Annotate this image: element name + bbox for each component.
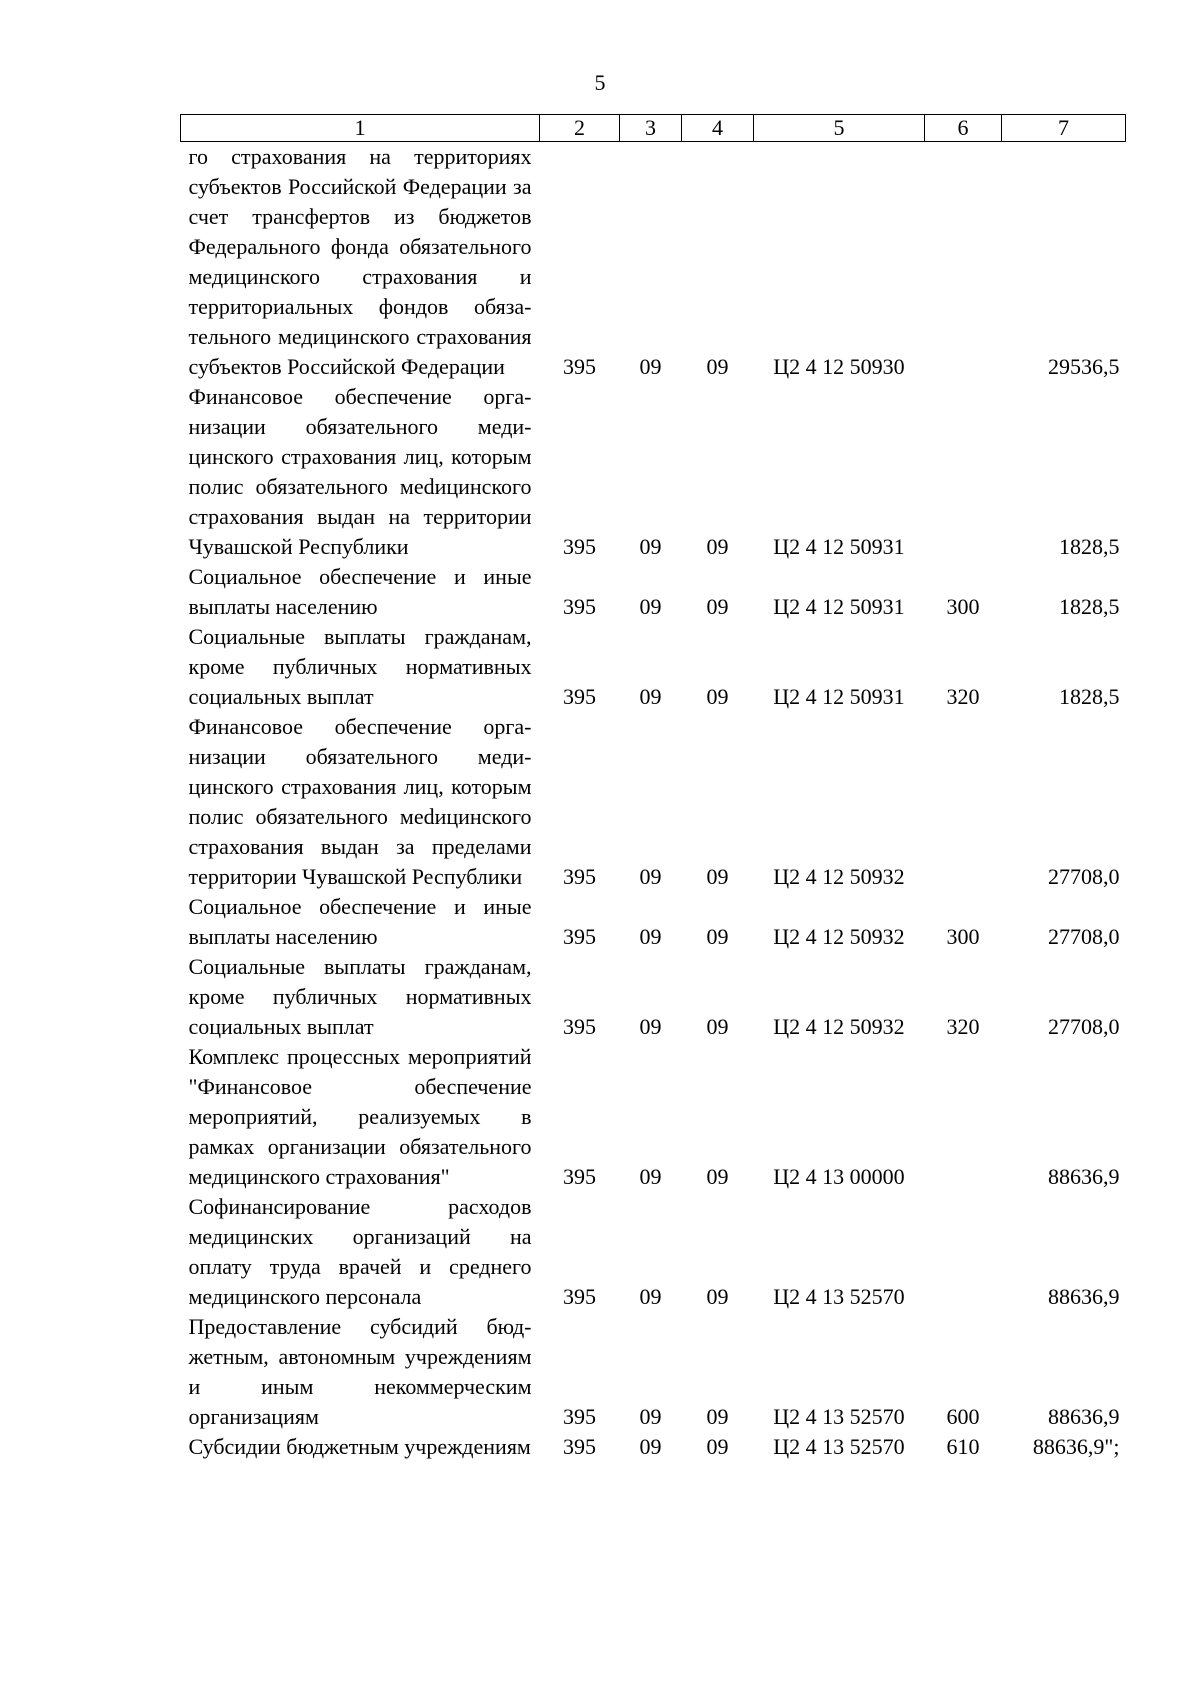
row-ministry: 395 (563, 1164, 596, 1189)
table-row (181, 1192, 1126, 1312)
row-ministry: 395 (563, 1404, 596, 1429)
row-subsection: 09 (706, 354, 729, 379)
row-section: 09 (639, 534, 662, 559)
row-subsection: 09 (706, 1284, 729, 1309)
row-name: Комплекс процессных мероприятий "Финансовое обеспечение мероприятий, реализуемых в рамках организации обязательного медицинского страхования" (188, 1044, 532, 1189)
header-col-4: 4 (682, 115, 754, 142)
row-target: Ц2 4 13 52570 (773, 1284, 905, 1309)
table-row (181, 142, 1126, 383)
budget-table (180, 114, 1126, 1462)
row-amount: 1828,5 (1059, 594, 1120, 619)
header-col-3: 3 (620, 115, 682, 142)
row-amount: 29536,5 (1048, 354, 1120, 379)
row-expense-type: 320 (946, 684, 980, 709)
row-amount: 27708,0 (1048, 1014, 1120, 1039)
header-col-7: 7 (1002, 115, 1126, 142)
header-col-2: 2 (540, 115, 620, 142)
table-row (181, 622, 1126, 712)
table-body (181, 142, 1126, 1463)
row-name: Софинансирование расходов медицинских организаций на оплату труда врачей и среднего медицинского персонала (188, 1194, 532, 1309)
row-expense-type (925, 382, 1002, 562)
table-row (181, 952, 1126, 1042)
row-section: 09 (639, 864, 662, 889)
row-target: Ц2 4 12 50931 (773, 684, 905, 709)
table-row (181, 1432, 1126, 1462)
header-row (181, 115, 1126, 142)
table-row (181, 1042, 1126, 1192)
header-col-6: 6 (925, 115, 1002, 142)
row-section: 09 (639, 594, 662, 619)
row-section: 09 (639, 1434, 662, 1459)
row-section: 09 (639, 684, 662, 709)
row-section: 09 (639, 354, 662, 379)
row-expense-type: 600 (946, 1404, 980, 1429)
row-name: Социальные выплаты гражданам, кроме публичных нормативных социальных выплат (188, 624, 532, 709)
row-amount: 27708,0 (1048, 924, 1120, 949)
row-target: Ц2 4 12 50932 (773, 864, 905, 889)
header-col-5: 5 (754, 115, 925, 142)
row-subsection: 09 (706, 1014, 729, 1039)
table-row (181, 382, 1126, 562)
row-target: Ц2 4 12 50931 (773, 534, 905, 559)
row-amount: 88636,9 (1048, 1404, 1120, 1429)
row-name: Социальное обеспечение и иные выплаты населению (188, 894, 532, 949)
row-ministry: 395 (563, 1284, 596, 1309)
table-row (181, 562, 1126, 622)
row-name: Социальные выплаты гражданам, кроме публичных нормативных социальных выплат (188, 954, 532, 1039)
row-amount: 1828,5 (1059, 684, 1120, 709)
row-expense-type (925, 1192, 1002, 1312)
row-ministry: 395 (563, 534, 596, 559)
row-name: Финансовое обеспечение организации обязательного медицинского страхования лиц, которым полис обязательного меdицинского страхования выдан на территории Чувашской Республики (188, 384, 532, 559)
row-target: Ц2 4 13 00000 (773, 1164, 905, 1189)
row-subsection: 09 (706, 864, 729, 889)
row-name: го страхования на территориях субъектов Российской Федерации за счет трансфертов из бюджетов Федерального фонда обязательного медицинского страхования и территориальных фондов обязательного медицинского страхования субъектов Российской Федерации (188, 144, 532, 379)
row-subsection: 09 (706, 594, 729, 619)
row-target: Ц2 4 12 50932 (773, 924, 905, 949)
row-target: Ц2 4 13 52570 (773, 1434, 905, 1459)
row-amount: 27708,0 (1048, 864, 1120, 889)
row-expense-type: 610 (946, 1434, 980, 1459)
row-ministry: 395 (563, 354, 596, 379)
row-target: Ц2 4 12 50932 (773, 1014, 905, 1039)
row-ministry: 395 (563, 1014, 596, 1039)
row-name: Субсидии бюджетным учреждениям (188, 1434, 531, 1459)
page-number: 5 (594, 70, 606, 95)
row-ministry: 395 (563, 924, 596, 949)
row-target: Ц2 4 12 50930 (773, 354, 905, 379)
row-section: 09 (639, 1404, 662, 1429)
row-target: Ц2 4 12 50931 (773, 594, 905, 619)
row-section: 09 (639, 924, 662, 949)
table-header (181, 115, 1126, 142)
row-ministry: 395 (563, 864, 596, 889)
row-target: Ц2 4 13 52570 (773, 1404, 905, 1429)
row-ministry: 395 (563, 1434, 596, 1459)
row-name: Финансовое обеспечение организации обязательного медицинского страхования лиц, которым полис обязательного меdицинского страхования выдан за пределами территории Чувашской Республики (188, 714, 532, 889)
row-subsection: 09 (706, 1404, 729, 1429)
row-amount: 88636,9 (1048, 1164, 1120, 1189)
row-amount: 88636,9"; (1032, 1434, 1120, 1459)
row-expense-type: 300 (946, 924, 980, 949)
row-section: 09 (639, 1014, 662, 1039)
row-amount: 88636,9 (1048, 1284, 1120, 1309)
row-expense-type (925, 712, 1002, 892)
table-row (181, 892, 1126, 952)
row-subsection: 09 (706, 924, 729, 949)
row-subsection: 09 (706, 1164, 729, 1189)
row-name: Предоставление субсидий бюджетным, автономным учреждениям и иным некоммерческим организациям (188, 1314, 532, 1429)
row-section: 09 (639, 1164, 662, 1189)
row-expense-type (925, 1042, 1002, 1192)
row-name: Социальное обеспечение и иные выплаты населению (188, 564, 532, 619)
row-subsection: 09 (706, 1434, 729, 1459)
header-col-1: 1 (181, 115, 540, 142)
row-section: 09 (639, 1284, 662, 1309)
row-expense-type: 320 (946, 1014, 980, 1039)
row-ministry: 395 (563, 684, 596, 709)
table-row (181, 712, 1126, 892)
row-subsection: 09 (706, 534, 729, 559)
row-ministry: 395 (563, 594, 596, 619)
row-expense-type: 300 (946, 594, 980, 619)
row-expense-type (925, 142, 1002, 383)
table-row (181, 1312, 1126, 1432)
row-amount: 1828,5 (1059, 534, 1120, 559)
row-subsection: 09 (706, 684, 729, 709)
